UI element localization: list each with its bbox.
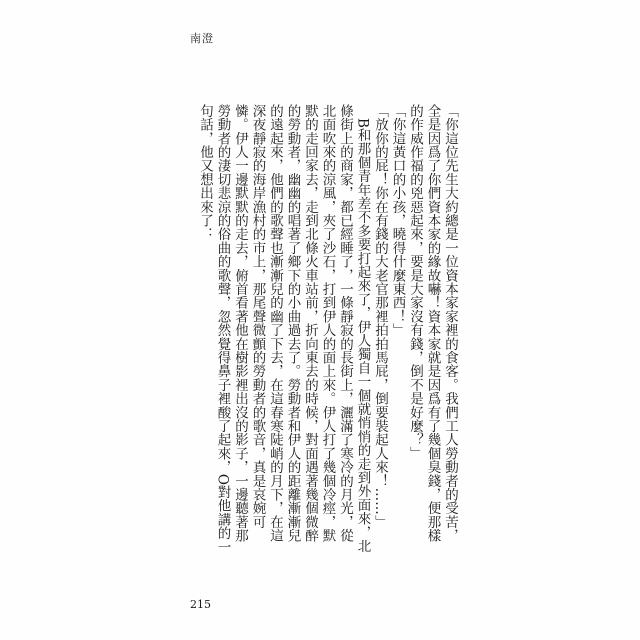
paragraph-3: 「放你的屁！你在有錢的大老官那裡拍拍馬屁，倒要裝起人來！……」 [372,104,388,529]
paragraph-2: 「你這黃口的小孩，曉得什麼東西！」 [389,104,406,337]
page-number: 215 [190,598,211,611]
body-text [180,104,458,556]
paragraph-1: 「你這位先生大約總是一位資本家家裡的食客。我們工人勞動者的受苦，全是因爲了你們資本家的緣故嚇！資本家就是因爲有了幾個臭錢，便那樣的作威作福的兇惡起來，要是大家沒有錢，倒不是好麼？」 [407,104,458,543]
paragraph-4: B和那個青年差不多要打起來了，伊人獨自一個就悄悄的走到外面來，北條街上的商家，都已經睡了，一條靜寂的長街上，灑滿了寒冷的月光，從北面吹來的涼風，夾了沙石，打到伊人的面上來。伊人打了幾個冷痙，默默的走回家去，走到北條火車站前，折向東去的時候，對面遇著幾個微醉的勞動者，幽幽的唱著了鄉下的小曲過去了。勞動者和伊人的距離漸漸兒的遠起來，他們的歌聲也漸漸兒的幽了下去，在這春寒陡峭的月下，在這深夜靜寂的海岸漁村的市上，那尾聲微顫的勞動者的歌音，真是哀婉可憐。伊人一邊默默的走去，俯首看著他在樹影裡出沒的影子，一邊聽著那勞動者的淒切悲涼的俗曲的歌聲，忽然覺得鼻子裡酸了起來，O對他講的一句話，他又想出來了： [197,104,371,554]
running-head: 南澄 [190,32,214,45]
